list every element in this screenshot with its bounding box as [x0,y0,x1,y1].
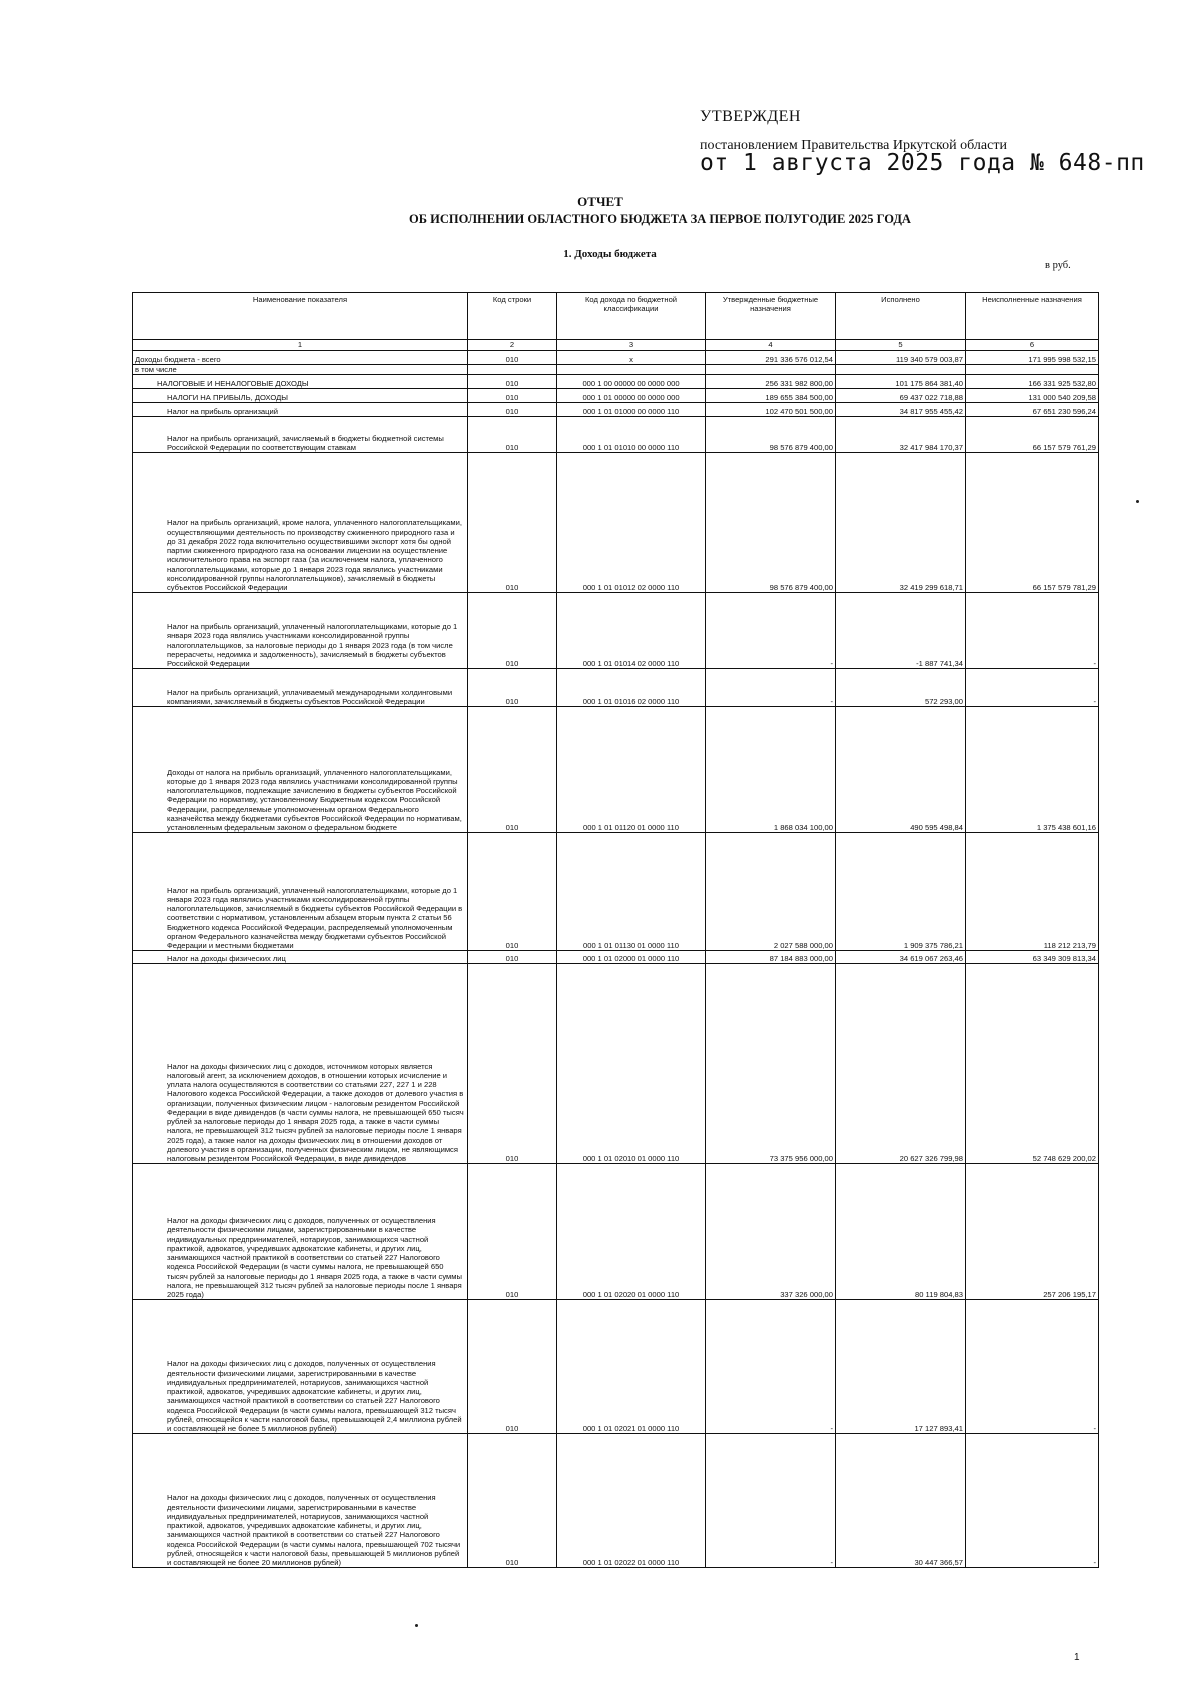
col-header-approved: Утвержденные бюджетные назначения [706,293,836,340]
row-name: Налог на доходы физических лиц с доходов, источником которых является налоговый агент, за исключением доходов, в отношении которых исчисление и уплата налога осуществляются в соответствии со статьями 227, 227 1 и 228 Налогового кодекса Российской Федерации, а также доходов от долевого участия в организации, полученных физическим лицом - налоговым резидентом Российской Федерации в виде дивидендов (в части суммы налога, не превышающей 650 тысяч рублей за налоговые периоды до 1 января 2025 года, а также в части суммы налога, не превышающей 312 тысяч рублей за налоговые периоды после 1 января 2025 года), а также налог на доходы физических лиц в отношении доходов от долевого участия в организации, полученных физическим лицом, не являющимся налоговым резидентом Российской Федерации, в виде дивидендов [133,964,468,1164]
col-number: 6 [966,340,1099,351]
row-name: Налог на прибыль организаций [133,403,468,417]
row-name: НАЛОГОВЫЕ И НЕНАЛОГОВЫЕ ДОХОДЫ [133,375,468,389]
report-subtitle: ОБ ИСПОЛНЕНИИ ОБЛАСТНОГО БЮДЖЕТА ЗА ПЕРВОЕ ПОЛУГОДИЕ 2025 ГОДА [409,212,911,226]
section-heading: 1. Доходы бюджета [563,248,657,260]
row-unexecuted: 131 000 540 209,58 [966,389,1099,403]
row-code: 010 [468,833,557,951]
row-approved: - [706,1434,836,1568]
row-unexecuted: 171 995 998 532,15 [966,351,1099,365]
row-unexecuted: 66 157 579 761,29 [966,417,1099,453]
row-unexecuted: 1 375 438 601,16 [966,707,1099,833]
row-executed: 69 437 022 718,88 [836,389,966,403]
table-row [133,593,1099,669]
row-code: 010 [468,1434,557,1568]
row-kbk: 000 1 01 01010 00 0000 110 [557,417,706,453]
table-header-row [133,293,1099,340]
row-code: 010 [468,403,557,417]
row-approved: - [706,593,836,669]
col-header-code: Код строки [468,293,557,340]
row-code: 010 [468,669,557,707]
table-row [133,707,1099,833]
table-row [133,375,1099,389]
row-executed: 101 175 864 381,40 [836,375,966,389]
row-unexecuted: - [966,1434,1099,1568]
row-kbk: 000 1 01 02010 01 0000 110 [557,964,706,1164]
table-row [133,1434,1099,1568]
row-unexecuted: - [966,1300,1099,1434]
table-row [133,365,1099,375]
row-approved: 189 655 384 500,00 [706,389,836,403]
row-approved: 102 470 501 500,00 [706,403,836,417]
row-unexecuted: 166 331 925 532,80 [966,375,1099,389]
table-row [133,417,1099,453]
row-kbk: 000 1 01 01000 00 0000 110 [557,403,706,417]
row-approved: 87 184 883 000,00 [706,951,836,964]
row-executed: 572 293,00 [836,669,966,707]
row-kbk: 000 1 01 02022 01 0000 110 [557,1434,706,1568]
row-approved [706,365,836,375]
table-row [133,964,1099,1164]
row-code: 010 [468,593,557,669]
row-code: 010 [468,951,557,964]
row-code [468,365,557,375]
row-executed: 20 627 326 799,98 [836,964,966,1164]
row-kbk: x [557,351,706,365]
row-name: Налог на прибыль организаций, уплаченный налогоплательщиками, которые до 1 января 2023 года являлись участниками консолидированной группы налогоплательщиков, зачисляемый в бюджеты субъектов Российской Федерации в соответствии с нормативом, установленным абзацем вторым пункта 2 статьи 56 Бюджетного кодекса Российской Федерации, распределяемый уполномоченным органом Федерального казначейства между бюджетами субъектов Российской Федерации и местными бюджетами [133,833,468,951]
row-name: Налог на доходы физических лиц с доходов, полученных от осуществления деятельности физическими лицами, зарегистрированными в качестве индивидуальных предпринимателей, нотариусов, занимающихся частной практикой, адвокатов, учредивших адвокатские кабинеты, и других лиц, занимающихся частной практикой в соответствии со статьей 227 Налогового кодекса Российской Федерации (в части суммы налога, не превышающей 650 тысяч рублей за налоговые периоды до 1 января 2025 года, а также в части суммы налога, не превышающей 312 тысяч рублей за налоговые периоды после 1 января 2025 года) [133,1164,468,1300]
row-approved: 73 375 956 000,00 [706,964,836,1164]
col-number: 1 [133,340,468,351]
row-approved: 98 576 879 400,00 [706,417,836,453]
table-row [133,833,1099,951]
row-name: Налог на доходы физических лиц [133,951,468,964]
row-name: Налог на прибыль организаций, зачисляемый в бюджеты бюджетной системы Российской Федерации по соответствующим ставкам [133,417,468,453]
row-kbk: 000 1 01 02020 01 0000 110 [557,1164,706,1300]
row-code: 010 [468,1164,557,1300]
col-number: 2 [468,340,557,351]
row-code: 010 [468,707,557,833]
row-executed: 17 127 893,41 [836,1300,966,1434]
row-approved: - [706,1300,836,1434]
row-code: 010 [468,1300,557,1434]
row-kbk: 000 1 01 02021 01 0000 110 [557,1300,706,1434]
row-code: 010 [468,375,557,389]
approved-label: УТВЕРЖДЕН [700,108,801,125]
row-unexecuted: 118 212 213,79 [966,833,1099,951]
row-approved: 1 868 034 100,00 [706,707,836,833]
row-approved: 98 576 879 400,00 [706,453,836,593]
row-code: 010 [468,417,557,453]
row-executed: 490 595 498,84 [836,707,966,833]
row-executed: 30 447 366,57 [836,1434,966,1568]
row-kbk: 000 1 01 02000 01 0000 110 [557,951,706,964]
row-code: 010 [468,964,557,1164]
row-name: Доходы бюджета - всего [133,351,468,365]
row-unexecuted: 52 748 629 200,02 [966,964,1099,1164]
row-executed: 1 909 375 786,21 [836,833,966,951]
row-approved: 337 326 000,00 [706,1164,836,1300]
approval-stamp [700,108,1145,176]
row-executed: 80 119 804,83 [836,1164,966,1300]
scan-speck [1136,500,1139,503]
row-kbk: 000 1 01 01130 01 0000 110 [557,833,706,951]
row-kbk: 000 1 01 01120 01 0000 110 [557,707,706,833]
row-executed: 119 340 579 003,87 [836,351,966,365]
table-row [133,669,1099,707]
row-name: Налог на прибыль организаций, кроме налога, уплаченного налогоплательщиками, осуществляющими деятельность по производству сжиженного природного газа и до 31 декабря 2022 года включительно осуществившими экспорт хотя бы одной партии сжиженного природного газа на основании лицензии на осуществление исключительного права на экспорт газа (за исключением налога, уплаченного налогоплательщиками, которые до 1 января 2023 года являлись участниками консолидированной группы налогоплательщиков), зачисляемый в бюджеты субъектов Российской Федерации [133,453,468,593]
row-unexecuted: 257 206 195,17 [966,1164,1099,1300]
currency-unit: в руб. [1045,260,1071,271]
row-executed: -1 887 741,34 [836,593,966,669]
row-executed: 32 417 984 170,37 [836,417,966,453]
table-row [133,351,1099,365]
table-row [133,1164,1099,1300]
row-executed: 34 817 955 455,42 [836,403,966,417]
table-body [133,351,1099,1568]
row-unexecuted: 63 349 309 813,34 [966,951,1099,964]
col-header-kbk: Код дохода по бюджетной классификации [557,293,706,340]
row-name: Налог на прибыль организаций, уплаченный налогоплательщиками, которые до 1 января 2023 года являлись участниками консолидированной группы налогоплательщиков, за налоговые периоды до 1 января 2023 года (в том числе перерасчеты, недоимка и задолженность), зачисляемый в бюджеты субъектов Российской Федерации [133,593,468,669]
scan-speck [415,1624,418,1627]
col-header-executed: Исполнено [836,293,966,340]
row-kbk: 000 1 01 01014 02 0000 110 [557,593,706,669]
col-header-name: Наименование показателя [133,293,468,340]
page-number: 1 [1074,1652,1080,1663]
col-number: 3 [557,340,706,351]
row-unexecuted: 67 651 230 596,24 [966,403,1099,417]
row-kbk [557,365,706,375]
row-kbk: 000 1 00 00000 00 0000 000 [557,375,706,389]
table-row [133,389,1099,403]
row-executed [836,365,966,375]
col-number: 4 [706,340,836,351]
row-kbk: 000 1 01 01012 02 0000 110 [557,453,706,593]
col-number: 5 [836,340,966,351]
row-approved: 291 336 576 012,54 [706,351,836,365]
row-executed: 34 619 067 263,46 [836,951,966,964]
row-approved: 2 027 588 000,00 [706,833,836,951]
decree-line: постановлением Правительства Иркутской области [700,138,1007,153]
row-unexecuted [966,365,1099,375]
column-number-row [133,340,1099,351]
row-name: Налог на прибыль организаций, уплачиваемый международными холдинговыми компаниями, зачисляемый в бюджеты субъектов Российской Федерации [133,669,468,707]
row-name: в том числе [133,365,468,375]
row-kbk: 000 1 01 00000 00 0000 000 [557,389,706,403]
table-row [133,951,1099,964]
table-row [133,1300,1099,1434]
row-executed: 32 419 299 618,71 [836,453,966,593]
row-code: 010 [468,453,557,593]
table-row [133,453,1099,593]
row-kbk: 000 1 01 01016 02 0000 110 [557,669,706,707]
row-name: Налог на доходы физических лиц с доходов, полученных от осуществления деятельности физическими лицами, зарегистрированными в качестве индивидуальных предпринимателей, нотариусов, занимающихся частной практикой, адвокатов, учредивших адвокатские кабинеты, и других лиц, занимающихся частной практикой в соответствии со статьей 227 Налогового кодекса Российской Федерации (в части суммы налога, превышающей 312 тысяч рублей, относящейся к части налоговой базы, превышающей 2,4 миллиона рублей и составляющей не более 5 миллионов рублей) [133,1300,468,1434]
table-row [133,403,1099,417]
row-code: 010 [468,351,557,365]
decree-date: от 1 августа 2025 года № 648-пп [700,150,1145,176]
row-name: Доходы от налога на прибыль организаций, уплаченного налогоплательщиками, которые до 1 января 2023 года являлись участниками консолидированной группы налогоплательщиков, подлежащие зачислению в бюджеты субъектов Российской Федерации по нормативу, установленному Бюджетным кодексом Российской Федерации, распределяемые уполномоченным органом Федерального казначейства между бюджетами субъектов Российской Федерации по нормативам, установленным федеральным законом о федеральном бюджете [133,707,468,833]
report-title: ОТЧЕТ [577,194,623,209]
row-name: Налог на доходы физических лиц с доходов, полученных от осуществления деятельности физическими лицами, зарегистрированными в качестве индивидуальных предпринимателей, нотариусов, занимающихся частной практикой, адвокатов, учредивших адвокатские кабинеты, и других лиц, занимающихся частной практикой в соответствии со статьей 227 Налогового кодекса Российской Федерации (в части суммы налога, превышающей 702 тысячи рублей, относящейся к части налоговой базы, превышающей 5 миллионов рублей и составляющей не более 20 миллионов рублей) [133,1434,468,1568]
row-unexecuted: - [966,669,1099,707]
row-unexecuted: - [966,593,1099,669]
row-name: НАЛОГИ НА ПРИБЫЛЬ, ДОХОДЫ [133,389,468,403]
income-table [132,292,1099,1568]
row-unexecuted: 66 157 579 781,29 [966,453,1099,593]
row-code: 010 [468,389,557,403]
row-approved: - [706,669,836,707]
col-header-unexecuted: Неисполненные назначения [966,293,1099,340]
row-approved: 256 331 982 800,00 [706,375,836,389]
